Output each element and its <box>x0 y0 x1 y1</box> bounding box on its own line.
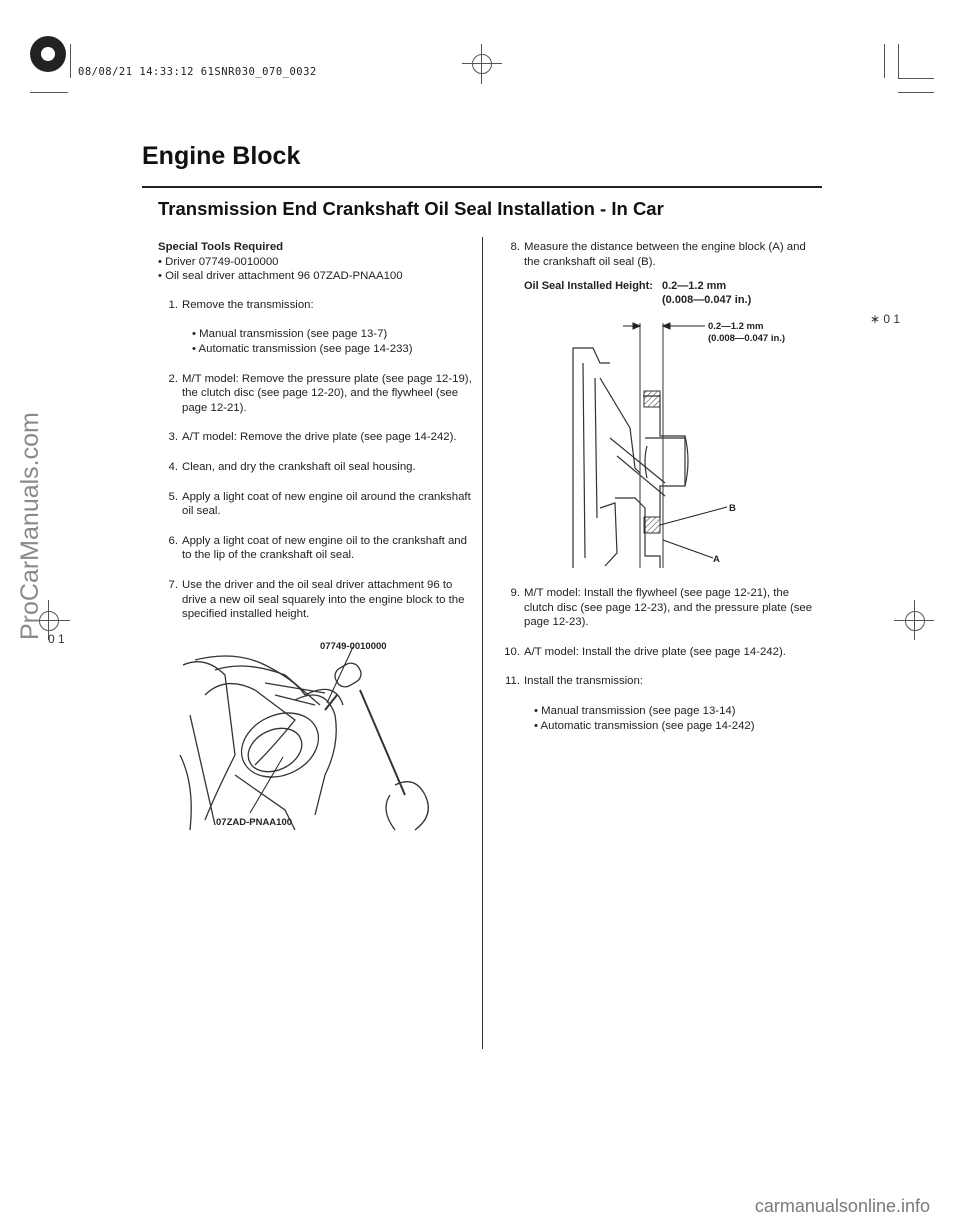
step-text: Install the transmission: <box>524 675 644 688</box>
step-text: M/T model: Remove the pressure plate (see page 12-19), the clutch disc (see page 12-20), and the flywheel (see page 12-21). <box>182 372 472 414</box>
step-text: Remove the transmission: <box>182 298 314 311</box>
tool-item: • Oil seal driver attachment 96 07ZAD-PNAA100 <box>158 269 473 284</box>
step-number: 3. <box>168 431 178 444</box>
crop-mark <box>898 92 934 93</box>
step-number: 7. <box>168 578 178 591</box>
spec-value: 0.2—1.2 mm <box>662 280 727 293</box>
step-number: 5. <box>168 490 178 503</box>
left-column <box>158 240 473 637</box>
step-number: 4. <box>168 460 178 473</box>
driver-illustration <box>175 635 475 835</box>
step-text: Use the driver and the oil seal driver attachment 96 to drive a new oil seal squarely into the engine block to the specified installed height. <box>182 578 465 621</box>
callout-a: A <box>713 554 720 565</box>
step-number: 11. <box>505 675 520 688</box>
step-item <box>158 534 473 563</box>
step-text: Clean, and dry the crankshaft oil seal housing. <box>182 460 416 473</box>
callout-b: B <box>729 503 736 514</box>
seal-cross-section <box>555 318 755 570</box>
tools-heading: Special Tools Required <box>158 241 284 253</box>
spec-value-inches: (0.008—0.047 in.) <box>662 294 752 307</box>
step-number: 1. <box>168 298 178 311</box>
crop-mark <box>898 78 934 79</box>
step-item <box>158 578 473 622</box>
column-divider <box>482 237 483 1049</box>
tool-item: • Driver 07749-0010000 <box>158 255 473 270</box>
step-number: 2. <box>168 372 178 385</box>
revision-mark: ∗ 0 1 <box>870 312 901 326</box>
step-number: 9. <box>510 587 520 599</box>
step-text: Measure the distance between the engine block (A) and the crankshaft oil seal (B). <box>524 241 806 268</box>
print-stamp: 08/08/21 14:33:12 61SNR030_070_0032 <box>78 66 317 78</box>
spec-label: Oil Seal Installed Height: <box>524 280 653 293</box>
step-number: 10. <box>504 645 520 658</box>
dimension-label-mm: 0.2—1.2 mm <box>708 321 764 332</box>
figure-label-attachment: 07ZAD-PNAA100 <box>216 817 293 828</box>
page-title: Engine Block <box>142 142 301 170</box>
spec-block <box>500 279 820 307</box>
registration-cross-icon <box>905 611 925 631</box>
sub-item: • Automatic transmission (see page 14-233) <box>192 342 473 357</box>
footer-watermark[interactable]: carmanualsonline.info <box>754 1196 930 1216</box>
step-number: 8. <box>510 241 520 253</box>
step-text: Apply a light coat of new engine oil to the crankshaft and to the lip of the crankshaft oil seal. <box>182 534 467 562</box>
crop-mark <box>70 44 71 78</box>
sub-item: • Manual transmission (see page 13-14) <box>534 704 820 719</box>
step-text: A/T model: Remove the drive plate (see page 14-242). <box>182 431 457 444</box>
step-item <box>158 298 473 357</box>
revision-mark: 0 1 <box>48 632 65 646</box>
step-text: A/T model: Install the drive plate (see page 14-242). <box>524 645 786 658</box>
step-item <box>500 586 820 630</box>
sub-item: • Manual transmission (see page 13-7) <box>192 327 473 342</box>
dimension-label-in: (0.008—0.047 in.) <box>708 333 786 344</box>
crop-mark <box>30 92 68 93</box>
title-rule <box>142 186 822 188</box>
step-item <box>158 460 473 475</box>
step-item <box>500 674 820 733</box>
section-title: Transmission End Crankshaft Oil Seal Installation - In Car <box>158 198 664 219</box>
step-number: 6. <box>168 534 178 547</box>
step-item <box>158 372 473 416</box>
registration-cross-icon <box>472 54 492 74</box>
step-item <box>158 490 473 519</box>
right-column-bottom <box>500 586 820 748</box>
crop-mark <box>898 44 899 78</box>
right-column-top <box>500 240 820 307</box>
step-text: Apply a light coat of new engine oil around the crankshaft oil seal. <box>182 490 471 518</box>
step-text: M/T model: Install the flywheel (see page 12-21), the clutch disc (see page 12-23), and the pressure plate (see page 12-23). <box>524 587 813 629</box>
side-watermark: ProCarManuals.com <box>16 412 44 640</box>
registration-target-icon <box>41 47 55 61</box>
crop-mark <box>884 44 885 78</box>
figure-label-driver: 07749-0010000 <box>320 641 387 652</box>
step-item <box>500 645 820 660</box>
sub-item: • Automatic transmission (see page 14-242) <box>534 719 820 734</box>
step-item <box>500 240 820 269</box>
step-item <box>158 430 473 445</box>
